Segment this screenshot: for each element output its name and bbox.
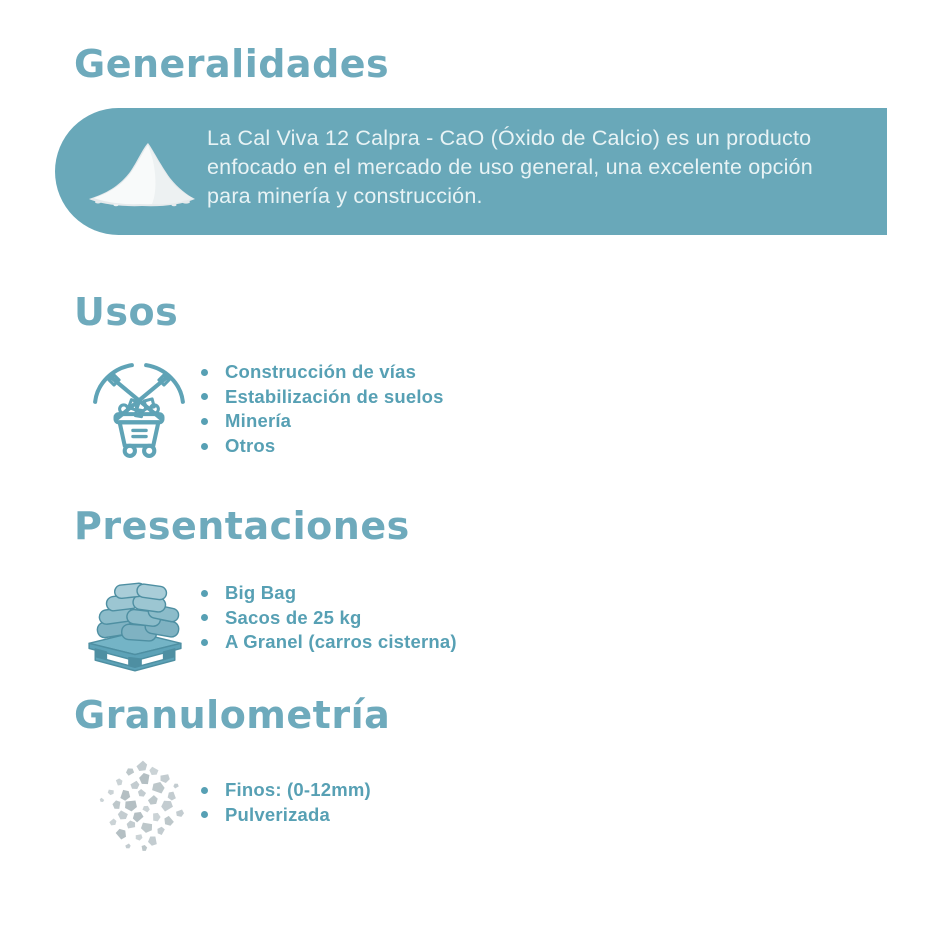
- section-title-granulometria: Granulometría: [74, 693, 391, 737]
- bullet-icon: [201, 639, 208, 646]
- list-item: Construcción de vías: [201, 360, 444, 385]
- bullet-icon: [201, 614, 208, 621]
- powder-pile-icon: [86, 136, 198, 210]
- list-item: Estabilización de suelos: [201, 385, 444, 410]
- bullet-icon: [201, 811, 208, 818]
- section-title-usos: Usos: [74, 290, 179, 334]
- bullet-icon: [201, 590, 208, 597]
- section-title-generalidades: Generalidades: [74, 42, 390, 86]
- list-item: Minería: [201, 409, 444, 434]
- product-description: La Cal Viva 12 Calpra - CaO (Óxido de Calcio) es un producto enfocado en el mercado de uso general, una excelente opción para minería y construcción.: [207, 126, 813, 208]
- list-item: Sacos de 25 kg: [201, 606, 457, 631]
- list-item: Big Bag: [201, 581, 457, 606]
- section-title-presentaciones: Presentaciones: [74, 504, 410, 548]
- list-item: Otros: [201, 434, 444, 459]
- list-item: A Granel (carros cisterna): [201, 630, 457, 655]
- bullet-icon: [201, 418, 208, 425]
- mining-cart-pickaxes-icon: [88, 356, 190, 460]
- granules-icon: [90, 758, 194, 852]
- pallet-sacks-icon: [84, 582, 186, 672]
- list-item: Pulverizada: [201, 803, 371, 828]
- presentaciones-list: [201, 581, 457, 655]
- bullet-icon: [201, 393, 208, 400]
- bullet-icon: [201, 443, 208, 450]
- bullet-icon: [201, 787, 208, 794]
- usos-list: [201, 360, 444, 458]
- generalidades-banner: [55, 108, 887, 235]
- list-item: Finos: (0-12mm): [201, 778, 371, 803]
- bullet-icon: [201, 369, 208, 376]
- granulometria-list: [201, 778, 371, 827]
